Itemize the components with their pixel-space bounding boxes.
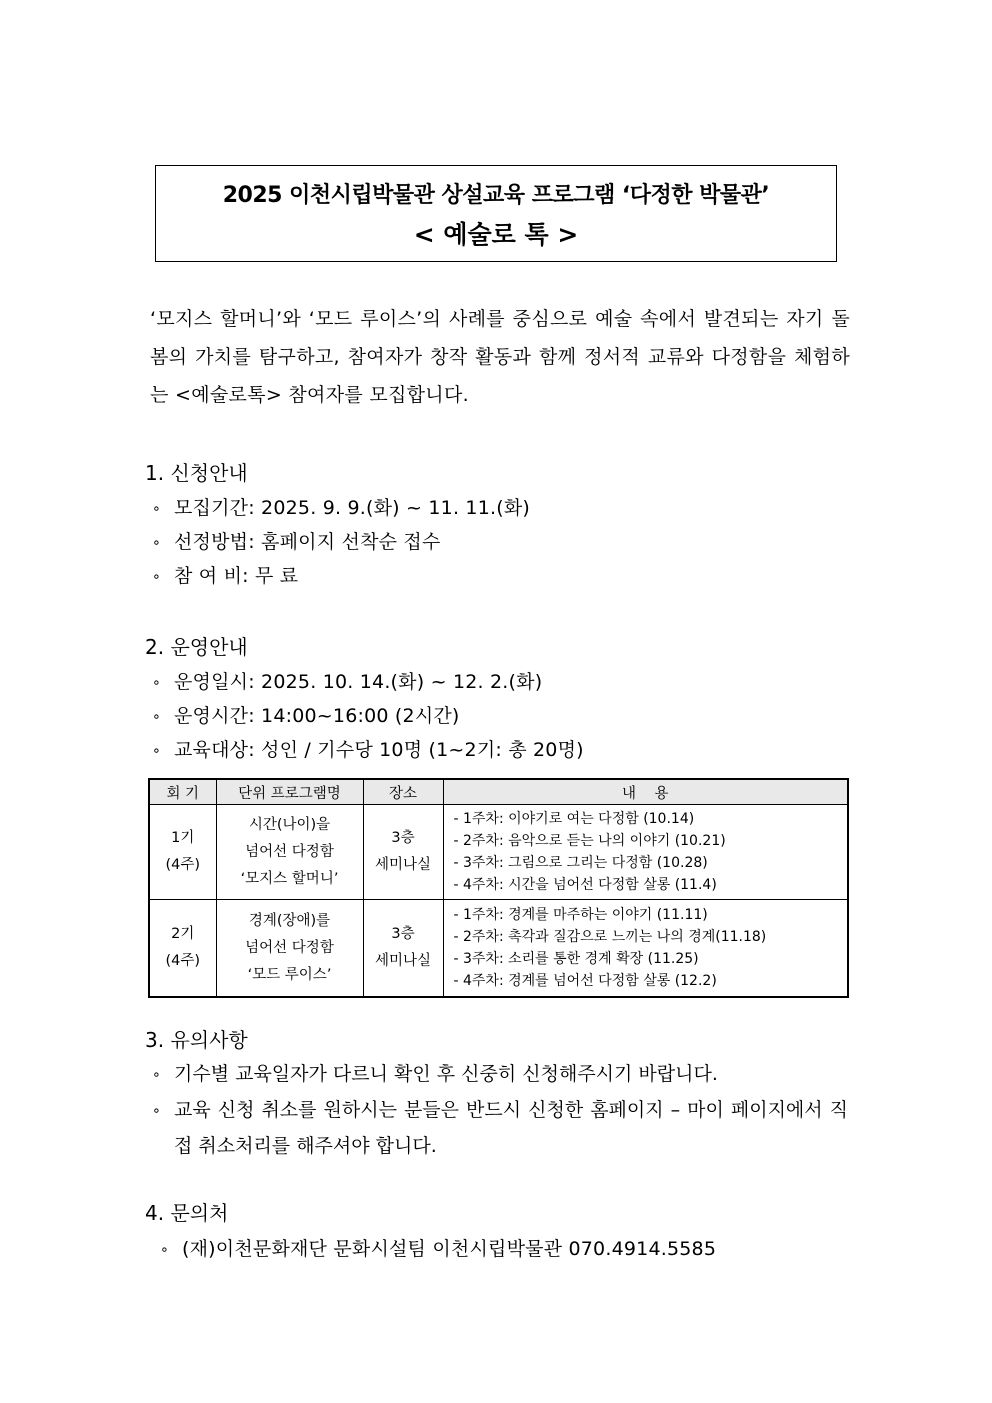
- bullet-icon: ∘: [152, 534, 161, 551]
- bullet-icon: ∘: [152, 708, 161, 725]
- section-heading-notes: 3. 유의사항: [145, 1028, 248, 1052]
- section-heading-operation: 2. 운영안내: [145, 635, 248, 659]
- session-cell: 2기 (4주): [149, 900, 216, 998]
- list-item: ∘ 운영일시: 2025. 10. 14.(화) ~ 12. 2.(화): [152, 665, 542, 700]
- list-item: ∘ 교육대상: 성인 / 기수당 10명 (1~2기: 총 20명): [152, 733, 584, 768]
- contact-item: ∘ (재)이천문화재단 문화시설팀 이천시립박물관 070.4914.5585: [160, 1232, 716, 1267]
- section-heading-application: 1. 신청안내: [145, 461, 248, 485]
- list-item: ∘ 운영시간: 14:00~16:00 (2시간): [152, 699, 460, 734]
- bullet-icon: ∘: [152, 1066, 161, 1083]
- table-header-row: [149, 779, 848, 805]
- header-program: 단위 프로그램명: [216, 779, 363, 805]
- program-cell: 시간(나이)을 넘어선 다정함 ‘모지스 할머니’: [216, 805, 363, 900]
- table-row: [149, 900, 848, 998]
- list-item: ∘ 교육 신청 취소를 원하시는 분들은 반드시 신청한 홈페이지 – 마이 페이지에서 직접 취소처리를 해주셔야 합니다.: [152, 1092, 852, 1164]
- list-item: ∘ 선정방법: 홈페이지 선착순 접수: [152, 525, 441, 560]
- section-heading-contact: 4. 문의처: [145, 1201, 229, 1225]
- intro-paragraph: ‘모지스 할머니’와 ‘모드 루이스’의 사례를 중심으로 예술 속에서 발견되는 자기 돌봄의 가치를 탐구하고, 참여자가 창작 활동과 함께 정서적 교류와 다정함을 체험하는 <예술로톡> 참여자를 모집합니다.: [150, 308, 850, 406]
- bullet-icon: ∘: [152, 1102, 161, 1119]
- schedule-table: [148, 778, 849, 998]
- header-place: 장소: [363, 779, 443, 805]
- bullet-icon: ∘: [152, 674, 161, 691]
- bullet-icon: ∘: [152, 568, 161, 585]
- place-cell: 3층 세미나실: [363, 900, 443, 998]
- document-title: 2025 이천시립박물관 상설교육 프로그램 ‘다정한 박물관’: [222, 183, 770, 208]
- bullet-icon: ∘: [152, 742, 161, 759]
- list-item: ∘ 모집기간: 2025. 9. 9.(화) ~ 11. 11.(화): [152, 491, 530, 526]
- program-name: < 예술로 톡 >: [413, 220, 579, 249]
- table-row: [149, 805, 848, 900]
- bullet-icon: ∘: [152, 500, 161, 517]
- content-cell: - 1주차: 경계를 마주하는 이야기 (11.11) - 2주차: 촉각과 질감으로 느끼는 나의 경계(11.18) - 3주차: 소리를 통한 경계 확장 (11.25) - 4주차: 경계를 넘어선 다정함 살롱 (12.2): [443, 900, 848, 998]
- list-item: ∘ 참 여 비: 무 료: [152, 559, 298, 594]
- session-cell: 1기 (4주): [149, 805, 216, 900]
- title-box: [155, 165, 837, 262]
- place-cell: 3층 세미나실: [363, 805, 443, 900]
- list-item: ∘ 기수별 교육일자가 다르니 확인 후 신중히 신청해주시기 바랍니다.: [152, 1056, 852, 1093]
- header-content: 내 용: [443, 779, 848, 805]
- content-cell: - 1주차: 이야기로 여는 다정함 (10.14) - 2주차: 음악으로 듣는 나의 이야기 (10.21) - 3주차: 그림으로 그리는 다정함 (10.28) - 4주차: 시간을 넘어선 다정함 살롱 (11.4): [443, 805, 848, 900]
- program-cell: 경계(장애)를 넘어선 다정함 ‘모드 루이스’: [216, 900, 363, 998]
- header-session: 회 기: [149, 779, 216, 805]
- bullet-icon: ∘: [160, 1241, 169, 1258]
